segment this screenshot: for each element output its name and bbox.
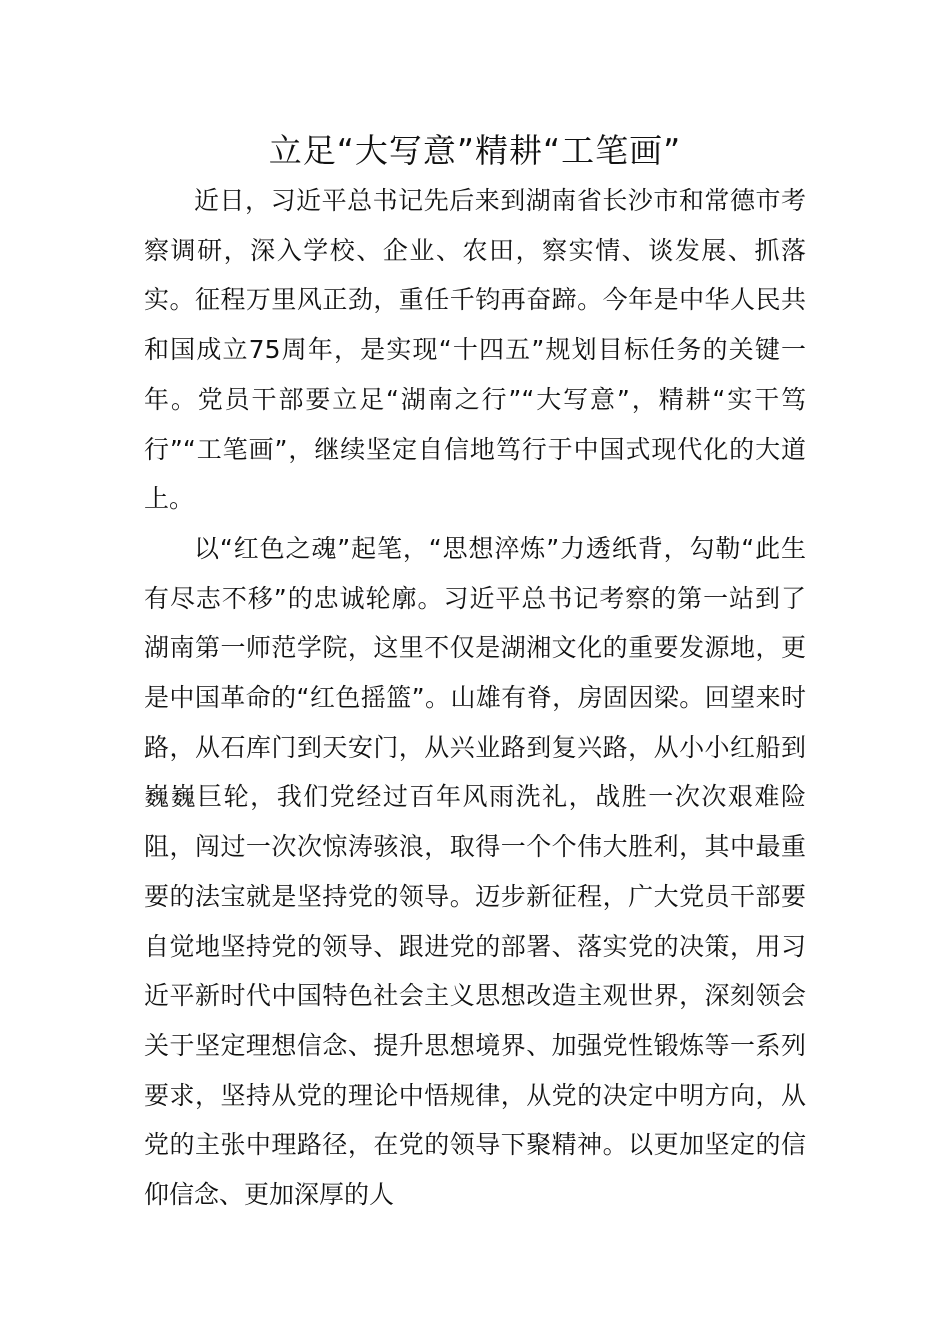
paragraph-2: 以“红色之魂”起笔，“思想淬炼”力透纸背，勾勒“此生有尽志不移”的忠诚轮廓。习近平总书记考察的第一站到了湖南第一师范学院，这里不仅是湖湘文化的重要发源地，更是中国革命的“红色摇篮”。山雄有脊，房固因梁。回望来时路，从石库门到天安门，从兴业路到复兴路，从小小红船到巍巍巨轮，我们党经过百年风雨洗礼，战胜一次次艰难险阻，闯过一次次惊涛骇浪，取得一个个伟大胜利，其中最重要的法宝就是坚持党的领导。迈步新征程，广大党员干部要自觉地坚持党的领导、跟进党的部署、落实党的决策，用习近平新时代中国特色社会主义思想改造主观世界，深刻领会关于坚定理想信念、提升思想境界、加强党性锻炼等一系列要求，坚持从党的理论中悟规律，从党的决定中明方向，从党的主张中理路径，在党的领导下聚精神。以更加坚定的信仰信念、更加深厚的人	[144, 533, 806, 1210]
document-body	[144, 176, 806, 1220]
paragraph-1: 近日，习近平总书记先后来到湖南省长沙市和常德市考察调研，深入学校、企业、农田，察实情、谈发展、抓落实。征程万里风正劲，重任千钧再奋蹄。今年是中华人民共和国成立75周年，是实现“十四五”规划目标任务的关键一年。党员干部要立足“湖南之行”“大写意”，精耕“实干笃行”“工笔画”，继续坚定自信地笃行于中国式现代化的大道上。	[144, 186, 806, 514]
document-title: 立足“大写意”精耕“工笔画”	[268, 131, 682, 170]
